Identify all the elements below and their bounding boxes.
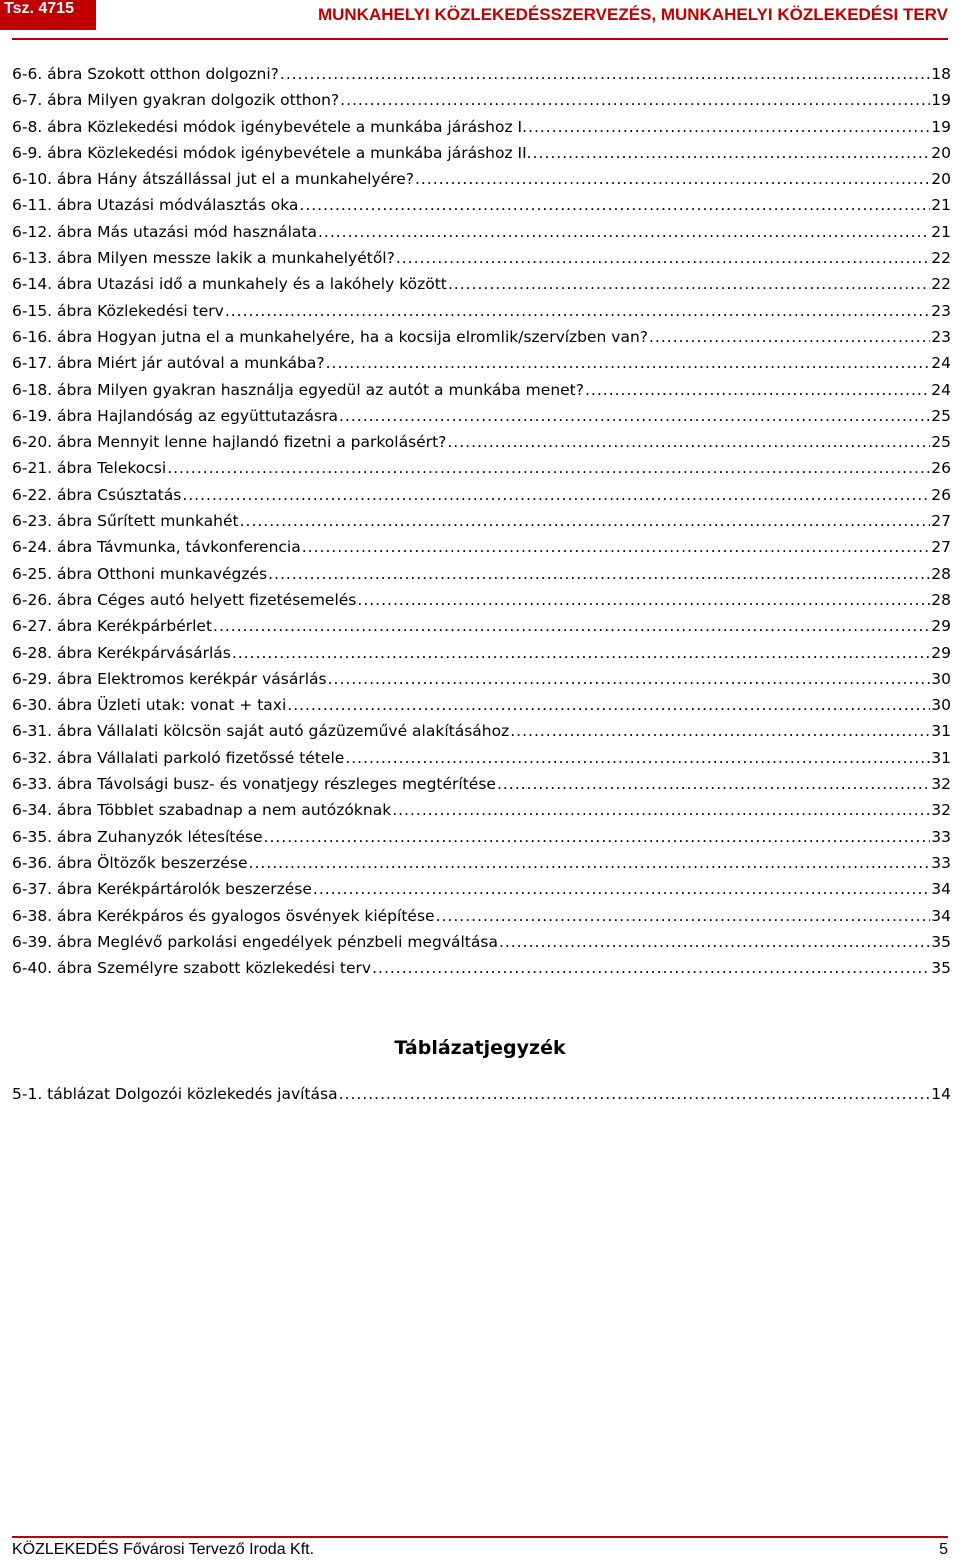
figure-entry-page: 34 (931, 906, 951, 925)
figure-entry-label: 6-8. ábra Közlekedési módok igénybevétele a munkába járáshoz I. (12, 117, 528, 136)
figure-entry-label: 6-30. ábra Üzleti utak: vonat + taxi (12, 696, 287, 715)
figure-entry-label: 6-20. ábra Mennyit lenne hajlandó fizetni a parkolásért? (12, 433, 447, 452)
figure-entry[interactable] (12, 933, 951, 959)
dot-leader (280, 65, 930, 83)
table-list (12, 1085, 951, 1111)
figure-entry-page: 20 (931, 170, 951, 189)
figure-entry-label: 6-18. ábra Milyen gyakran használja egyedül az autót a munkába menet? (12, 380, 584, 399)
figure-entry[interactable] (12, 381, 951, 407)
figure-entry[interactable] (12, 696, 951, 722)
figure-entry[interactable] (12, 65, 951, 91)
figure-entry-page: 25 (931, 433, 951, 452)
figure-entry-page: 24 (931, 354, 951, 373)
dot-leader (268, 565, 930, 583)
figure-entry[interactable] (12, 854, 951, 880)
dot-leader (533, 144, 931, 162)
footer-company: KÖZLEKEDÉS Fővárosi Tervező Iroda Kft. (12, 1541, 315, 1558)
figure-entry-label: 6-11. ábra Utazási módválasztás oka (12, 196, 299, 215)
figure-entry-label: 6-26. ábra Céges autó helyett fizetésemelés (12, 590, 357, 609)
figure-entry-label: 6-27. ábra Kerékpárbérlet (12, 617, 213, 636)
figure-entry[interactable] (12, 91, 951, 117)
figure-entry[interactable] (12, 459, 951, 485)
figure-entry[interactable] (12, 644, 951, 670)
figure-entry-label: 6-9. ábra Közlekedési módok igénybevétele a munkába járáshoz II. (12, 143, 532, 162)
figure-entry[interactable] (12, 170, 951, 196)
figure-entry-page: 35 (931, 959, 951, 978)
figure-entry-page: 30 (931, 669, 951, 688)
figure-entry-label: 6-25. ábra Otthoni munkavégzés (12, 564, 268, 583)
figure-entry-page: 33 (931, 827, 951, 846)
figure-entry[interactable] (12, 144, 951, 170)
figure-entry[interactable] (12, 302, 951, 328)
figure-entry[interactable] (12, 538, 951, 564)
figure-entry-label: 6-34. ábra Többlet szabadnap a nem autózóknak (12, 801, 392, 820)
dot-leader (392, 801, 930, 819)
dot-leader (339, 1085, 931, 1103)
dot-leader (232, 644, 930, 662)
dot-leader (448, 275, 930, 293)
table-entry[interactable] (12, 1085, 951, 1111)
figure-entry-label: 6-23. ábra Sűrített munkahét (12, 512, 239, 531)
figure-entry[interactable] (12, 275, 951, 301)
figure-entry-page: 26 (931, 459, 951, 478)
figure-entry-label: 6-10. ábra Hány átszállással jut el a munkahelyére? (12, 170, 414, 189)
figure-entry-label: 6-15. ábra Közlekedési terv (12, 301, 224, 320)
figure-entry[interactable] (12, 591, 951, 617)
figure-entry-label: 6-7. ábra Milyen gyakran dolgozik otthon? (12, 91, 340, 110)
figure-entry-label: 6-28. ábra Kerékpárvásárlás (12, 643, 231, 662)
dot-leader (302, 538, 931, 556)
figure-entry-label: 6-6. ábra Szokott otthon dolgozni? (12, 65, 279, 83)
figure-entry[interactable] (12, 407, 951, 433)
figure-entry-label: 6-24. ábra Távmunka, távkonferencia (12, 538, 301, 557)
page-header (0, 0, 960, 30)
figure-entry[interactable] (12, 722, 951, 748)
figure-entry-label: 6-21. ábra Telekocsi (12, 459, 167, 478)
figure-entry[interactable] (12, 801, 951, 827)
table-entry-page: 14 (931, 1085, 951, 1103)
figure-entry[interactable] (12, 223, 951, 249)
figure-entry-page: 26 (931, 485, 951, 504)
figure-entry-page: 29 (931, 643, 951, 662)
figure-entry-page: 30 (931, 696, 951, 715)
dot-leader (510, 722, 930, 740)
figure-entry[interactable] (12, 433, 951, 459)
figure-entry-page: 33 (931, 853, 951, 872)
figure-entry[interactable] (12, 118, 951, 144)
figure-entry[interactable] (12, 512, 951, 538)
figure-entry-page: 31 (931, 722, 951, 741)
figure-entry-page: 28 (931, 564, 951, 583)
figure-entry-page: 22 (931, 275, 951, 294)
figure-list (12, 65, 951, 985)
figure-entry-label: 6-12. ábra Más utazási mód használata (12, 222, 317, 241)
figure-entry-label: 6-35. ábra Zuhanyzók létesítése (12, 827, 263, 846)
footer-rule (12, 1536, 948, 1538)
dot-leader (264, 828, 931, 846)
figure-entry[interactable] (12, 249, 951, 275)
figure-entry-page: 21 (931, 196, 951, 215)
dot-leader (339, 407, 930, 425)
header-rule (12, 38, 948, 40)
dot-leader (396, 249, 930, 267)
figure-entry[interactable] (12, 486, 951, 512)
dot-leader (318, 223, 930, 241)
figure-entry-label: 6-31. ábra Vállalati kölcsön saját autó gázüzeművé alakításához (12, 722, 510, 741)
document-number-badge: Tsz. 4715 (0, 0, 96, 30)
figure-entry[interactable] (12, 749, 951, 775)
figure-entry[interactable] (12, 565, 951, 591)
dot-leader (499, 933, 930, 951)
figure-entry-label: 6-40. ábra Személyre szabott közlekedési terv (12, 959, 372, 978)
dot-leader (225, 302, 930, 320)
figure-entry[interactable] (12, 354, 951, 380)
dot-leader (287, 696, 930, 714)
figure-entry-label: 6-38. ábra Kerékpáros és gyalogos ösvények kiépítése (12, 906, 435, 925)
figure-entry-label: 6-17. ábra Miért jár autóval a munkába? (12, 354, 325, 373)
figure-entry-page: 28 (931, 590, 951, 609)
figure-entry[interactable] (12, 828, 951, 854)
figure-entry-page: 24 (931, 380, 951, 399)
figure-entry-page: 27 (931, 512, 951, 531)
dot-leader (299, 196, 930, 214)
figure-entry-label: 6-16. ábra Hogyan jutna el a munkahelyére, ha a kocsija elromlik/szervízben van? (12, 327, 649, 346)
figure-entry-page: 32 (931, 775, 951, 794)
figure-entry-label: 6-37. ábra Kerékpártárolók beszerzése (12, 880, 312, 899)
table-entry-label: 5-1. táblázat Dolgozói közlekedés javítása (12, 1085, 338, 1103)
figure-entry-page: 21 (931, 222, 951, 241)
figure-entry-page: 35 (931, 932, 951, 951)
figure-entry[interactable] (12, 880, 951, 906)
figure-entry-page: 23 (931, 327, 951, 346)
figure-entry-page: 31 (931, 748, 951, 767)
figure-entry[interactable] (12, 617, 951, 643)
figure-entry-label: 6-22. ábra Csúsztatás (12, 485, 182, 504)
dot-leader (415, 170, 930, 188)
figure-entry-page: 20 (931, 143, 951, 162)
footer-page-number: 5 (939, 1541, 948, 1558)
tables-heading: Táblázatjegyzék (394, 1037, 566, 1059)
dot-leader (240, 512, 931, 530)
figure-entry[interactable] (12, 196, 951, 222)
figure-entry-label: 6-13. ábra Milyen messze lakik a munkahelyétől? (12, 249, 395, 268)
figure-entry-page: 29 (931, 617, 951, 636)
figure-entry-label: 6-39. ábra Meglévő parkolási engedélyek pénzbeli megváltása (12, 932, 498, 951)
figure-entry-page: 32 (931, 801, 951, 820)
dot-leader (436, 907, 931, 925)
figure-entry[interactable] (12, 670, 951, 696)
figure-entry[interactable] (12, 328, 951, 354)
figure-entry[interactable] (12, 775, 951, 801)
figure-entry[interactable] (12, 959, 951, 985)
figure-entry-label: 6-33. ábra Távolsági busz- és vonatjegy részleges megtérítése (12, 775, 496, 794)
dot-leader (328, 670, 931, 688)
figure-entry-label: 6-29. ábra Elektromos kerékpár vásárlás (12, 669, 327, 688)
figure-entry-label: 6-32. ábra Vállalati parkoló fizetőssé tétele (12, 748, 345, 767)
figure-entry-page: 23 (931, 301, 951, 320)
dot-leader (326, 354, 931, 372)
figure-entry-label: 6-19. ábra Hajlandóság az együttutazásra (12, 406, 338, 425)
dot-leader (167, 459, 930, 477)
dot-leader (357, 591, 930, 609)
dot-leader (585, 381, 930, 399)
dot-leader (345, 749, 930, 767)
figure-entry-page: 22 (931, 249, 951, 268)
dot-leader (649, 328, 930, 346)
figure-entry-page: 27 (931, 538, 951, 557)
dot-leader (182, 486, 930, 504)
figure-entry-page: 34 (931, 880, 951, 899)
figure-entry-label: 6-36. ábra Öltözők beszerzése (12, 853, 248, 872)
figure-entry-page: 18 (931, 65, 951, 83)
dot-leader (372, 959, 930, 977)
dot-leader (313, 880, 930, 898)
figure-entry[interactable] (12, 907, 951, 933)
figure-entry-page: 19 (931, 117, 951, 136)
figure-entry-label: 6-14. ábra Utazási idő a munkahely és a lakóhely között (12, 275, 447, 294)
dot-leader (447, 433, 930, 451)
dot-leader (249, 854, 931, 872)
dot-leader (340, 91, 930, 109)
dot-leader (497, 775, 930, 793)
figure-entry-page: 25 (931, 406, 951, 425)
figure-entry-page: 19 (931, 91, 951, 110)
header-title: MUNKAHELYI KÖZLEKEDÉSSZERVEZÉS, MUNKAHELYI KÖZLEKEDÉSI TERV (317, 5, 948, 24)
dot-leader (213, 617, 930, 635)
dot-leader (528, 118, 930, 136)
